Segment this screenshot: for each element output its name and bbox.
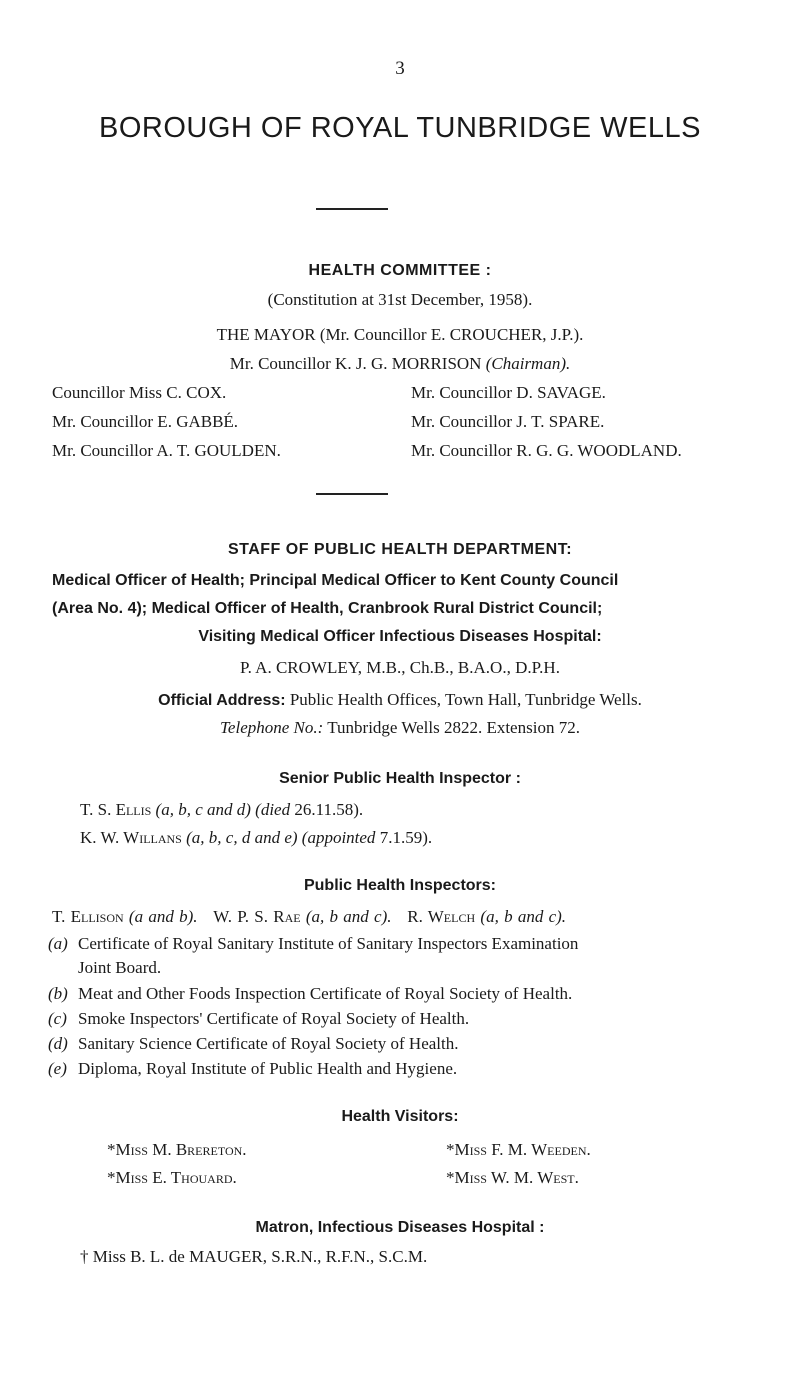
- moh-title-line: Medical Officer of Health; Principal Medical Officer to Kent County Council: [52, 572, 619, 589]
- health-visitors-heading: Health Visitors:: [341, 1108, 459, 1125]
- constitution-line: (Constitution at 31st December, 1958).: [267, 290, 533, 309]
- official-address-line: [0, 690, 800, 710]
- qualification-letter: (d): [48, 1034, 68, 1053]
- senior-inspector-entry: [80, 828, 432, 848]
- mayor-line: THE MAYOR (Mr. Councillor E. CROUCHER, J.P.).: [216, 325, 584, 344]
- official-address: Public Health Offices, Town Hall, Tunbridge Wells.: [289, 690, 642, 709]
- senior-inspector-heading: Senior Public Health Inspector :: [279, 770, 521, 787]
- inspector-name: T. Ellison: [52, 907, 124, 926]
- main-title: BOROUGH OF ROYAL TUNBRIDGE WELLS: [98, 112, 701, 144]
- inspector-quals: (a, b, c, d and e): [186, 828, 298, 847]
- qualification-text: Sanitary Science Certificate of Royal Society of Health.: [78, 1034, 459, 1053]
- qualification-letter: (a): [48, 934, 68, 953]
- health-visitor: *Miss W. M. West.: [446, 1168, 579, 1187]
- staff-heading: STAFF OF PUBLIC HEALTH DEPARTMENT:: [227, 541, 573, 558]
- health-committee-heading: HEALTH COMMITTEE :: [308, 262, 492, 279]
- inspector-name: W. P. S. Rae: [213, 907, 301, 926]
- health-visitor: *Miss F. M. Weeden.: [446, 1140, 591, 1159]
- inspector-quals: (a, b and c).: [480, 907, 567, 926]
- moh-title-line: (Area No. 4); Medical Officer of Health, Cranbrook Rural District Council;: [52, 600, 603, 617]
- committee-member: Councillor Miss C. COX.: [52, 383, 227, 402]
- inspector-quals: (a, b, c and d): [155, 800, 251, 819]
- qualification-letter: (b): [48, 984, 68, 1003]
- qualification-item: [48, 1059, 457, 1079]
- moh-name: P. A. CROWLEY, M.B., Ch.B., B.A.O., D.P.H.: [240, 658, 560, 677]
- inspector-quals: (a, b and c).: [305, 907, 392, 926]
- committee-member: Mr. Councillor A. T. GOULDEN.: [52, 441, 281, 460]
- inspector-note-date: 7.1.59).: [379, 828, 433, 847]
- qualification-text-cont: Joint Board.: [78, 958, 162, 977]
- moh-title-line: Visiting Medical Officer Infectious Diseases Hospital:: [198, 628, 602, 645]
- qualification-text: Smoke Inspectors' Certificate of Royal Society of Health.: [78, 1009, 470, 1028]
- health-visitor: *Miss E. Thouard.: [107, 1168, 237, 1187]
- telephone-label: Telephone No.:: [220, 718, 324, 737]
- qualification-item: [48, 1034, 458, 1054]
- qualification-text: Diploma, Royal Institute of Public Health and Hygiene.: [78, 1059, 458, 1078]
- matron-name: † Miss B. L. de MAUGER, S.R.N., R.F.N., S.C.M.: [80, 1247, 428, 1266]
- chairman-role: (Chairman).: [485, 354, 571, 373]
- qualification-item: [48, 934, 578, 954]
- telephone: Tunbridge Wells 2822. Extension 72.: [327, 718, 580, 737]
- matron-heading: Matron, Infectious Diseases Hospital :: [255, 1219, 545, 1236]
- inspector-quals: (a and b).: [128, 907, 198, 926]
- qualification-text: Certificate of Royal Sanitary Institute of Sanitary Inspectors Examination: [78, 934, 579, 953]
- committee-member: Mr. Councillor R. G. G. WOODLAND.: [411, 441, 682, 460]
- inspector-note-date: 26.11.58).: [294, 800, 364, 819]
- inspectors-heading: Public Health Inspectors:: [303, 877, 497, 894]
- inspectors-names-line: [52, 907, 566, 927]
- divider: [316, 493, 388, 495]
- divider: [316, 208, 388, 210]
- inspector-note: (appointed: [301, 828, 376, 847]
- telephone-line: [0, 718, 800, 738]
- inspector-name: R. Welch: [407, 907, 476, 926]
- committee-member: Mr. Councillor E. GABBÉ.: [52, 412, 239, 431]
- committee-member: Mr. Councillor J. T. SPARE.: [411, 412, 605, 431]
- health-visitor: *Miss M. Brereton.: [107, 1140, 247, 1159]
- qualification-letter: (c): [48, 1009, 67, 1028]
- page-number: 3: [395, 58, 405, 79]
- inspector-name: K. W. Willans: [80, 828, 182, 847]
- senior-inspector-entry: [80, 800, 363, 820]
- inspector-name: T. S. Ellis: [80, 800, 152, 819]
- chairman-line: [0, 354, 800, 374]
- inspector-note: (died: [255, 800, 291, 819]
- qualification-text: Meat and Other Foods Inspection Certificate of Royal Society of Health.: [78, 984, 573, 1003]
- qualification-item: [48, 984, 572, 1004]
- committee-member: Mr. Councillor D. SAVAGE.: [411, 383, 606, 402]
- chairman-name: Mr. Councillor K. J. G. MORRISON: [229, 354, 482, 373]
- qualification-item: [48, 1009, 469, 1029]
- official-address-label: Official Address:: [158, 692, 286, 709]
- qualification-letter: (e): [48, 1059, 67, 1078]
